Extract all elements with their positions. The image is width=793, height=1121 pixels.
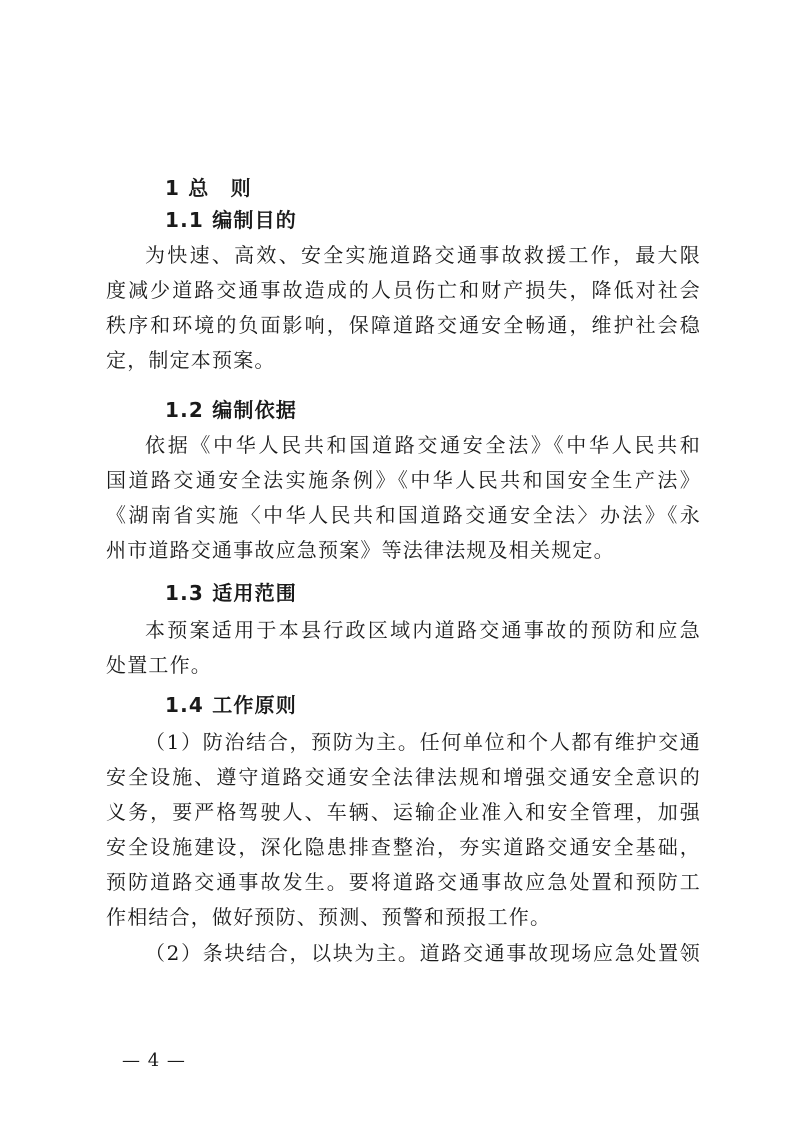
paragraph-line: 安全设施、遵守道路交通安全法律法规和增强交通安全意识的 [106,765,701,789]
paragraph-line: 预防道路交通事故发生。要将道路交通事故应急处置和预防工 [106,870,701,894]
chapter-heading: 1 总 则 [165,176,252,200]
paragraph-line: 义务，要严格驾驶人、车辆、运输企业准入和安全管理，加强 [106,800,701,824]
paragraph-line: 定，制定本预案。 [106,348,276,372]
section-heading-1-3: 1.3 适用范围 [165,581,297,605]
paragraph-line: 为快速、高效、安全实施道路交通事故救援工作，最大限 [145,243,701,267]
paragraph-line: 国道路交通安全法实施条例》《中华人民共和国安全生产法》 [106,468,701,492]
section-heading-1-1: 1.1 编制目的 [165,208,297,232]
paragraph-line: 《湖南省实施〈中华人民共和国道路交通安全法〉办法》《永 [106,503,701,527]
paragraph-line: 处置工作。 [106,653,212,677]
section-heading-1-2: 1.2 编制依据 [165,398,297,422]
paragraph-line: 州市道路交通事故应急预案》等法律法规及相关规定。 [106,538,615,562]
paragraph-line: 秩序和环境的负面影响，保障道路交通安全畅通，维护社会稳 [106,313,701,337]
paragraph-line: 安全设施建设，深化隐患排查整治，夯实道路交通安全基础， [106,835,701,859]
paragraph-line: （1）防治结合，预防为主。任何单位和个人都有维护交通 [145,730,701,754]
page-number: — 4 — [122,1050,186,1071]
paragraph-line: （2）条块结合，以块为主。道路交通事故现场应急处置领 [145,941,701,965]
section-heading-1-4: 1.4 工作原则 [165,693,297,717]
paragraph-line: 依据《中华人民共和国道路交通安全法》《中华人民共和 [145,433,701,457]
paragraph-line: 度减少道路交通事故造成的人员伤亡和财产损失，降低对社会 [106,278,701,302]
paragraph-line: 本预案适用于本县行政区域内道路交通事故的预防和应急 [145,618,701,642]
paragraph-line: 作相结合，做好预防、预测、预警和预报工作。 [106,905,552,929]
